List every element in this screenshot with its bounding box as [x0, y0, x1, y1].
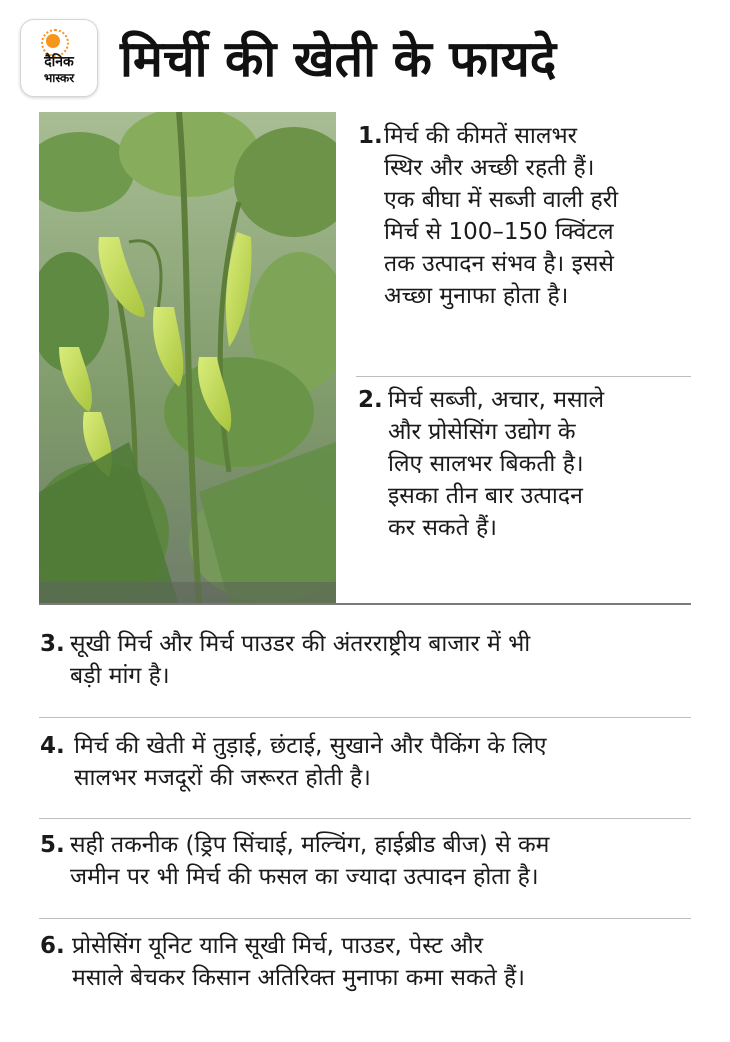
point-number: 3.: [40, 631, 65, 657]
point-line: मसाले बेचकर किसान अतिरिक्त मुनाफा कमा सकते हैं।: [72, 965, 525, 991]
point-line: जमीन पर भी मिर्च की फसल का ज्यादा उत्पादन होता है।: [70, 864, 539, 890]
point-number: 5.: [40, 832, 65, 858]
point-line: सालभर मजदूरों की जरूरत होती है।: [74, 765, 371, 791]
divider: [39, 717, 691, 718]
point-line: बड़ी मांग है।: [70, 663, 170, 689]
section-divider: [39, 603, 691, 605]
sun-icon: [46, 34, 60, 48]
divider: [39, 818, 691, 819]
dainik-bhaskar-logo[interactable]: [20, 19, 98, 97]
logo-text-line2: भास्कर: [43, 70, 75, 85]
point-line: मिर्च की कीमतें सालभर: [384, 123, 578, 149]
point-number: 1.: [358, 123, 383, 149]
point-number: 4.: [40, 733, 65, 759]
point-line: मिर्च की खेती में तुड़ाई, छंटाई, सुखाने और पैकिंग के लिए: [74, 733, 547, 759]
page-title: मिर्ची की खेती के फायदे: [120, 30, 557, 88]
divider: [356, 376, 691, 377]
benefit-point-5: [40, 829, 690, 893]
point-line: कर सकते हैं।: [388, 515, 497, 541]
point-line: प्रोसेसिंग यूनिट यानि सूखी मिर्च, पाउडर, पेस्ट और: [72, 933, 484, 959]
point-line: लिए सालभर बिकती है।: [388, 451, 584, 477]
benefit-point-6: [40, 930, 690, 994]
point-number: 2.: [358, 387, 383, 413]
point-line: स्थिर और अच्छी रहती हैं।: [384, 155, 595, 181]
point-line: मिर्च सब्जी, अचार, मसाले: [388, 387, 605, 413]
chilli-plant-photo: [39, 112, 336, 605]
point-line: सूखी मिर्च और मिर्च पाउडर की अंतरराष्ट्रीय बाजार में भी: [70, 631, 531, 657]
point-line: एक बीघा में सब्जी वाली हरी: [384, 187, 619, 213]
benefit-point-4: [40, 730, 690, 794]
benefit-point-3: [40, 628, 690, 692]
benefit-point-2: [358, 384, 688, 544]
divider: [39, 918, 691, 919]
point-line: तक उत्पादन संभव है। इससे: [384, 251, 614, 277]
point-line: सही तकनीक (ड्रिप सिंचाई, मल्चिंग, हाईब्रीड बीज) से कम: [70, 832, 550, 858]
logo-text-line1: दैनिक: [44, 53, 74, 70]
benefit-point-1: [358, 120, 688, 312]
point-line: इसका तीन बार उत्पादन: [388, 483, 583, 509]
point-number: 6.: [40, 933, 65, 959]
point-line: अच्छा मुनाफा होता है।: [384, 283, 569, 309]
point-line: मिर्च से 100–150 क्विंटल: [384, 219, 614, 245]
point-line: और प्रोसेसिंग उद्योग के: [388, 419, 576, 445]
